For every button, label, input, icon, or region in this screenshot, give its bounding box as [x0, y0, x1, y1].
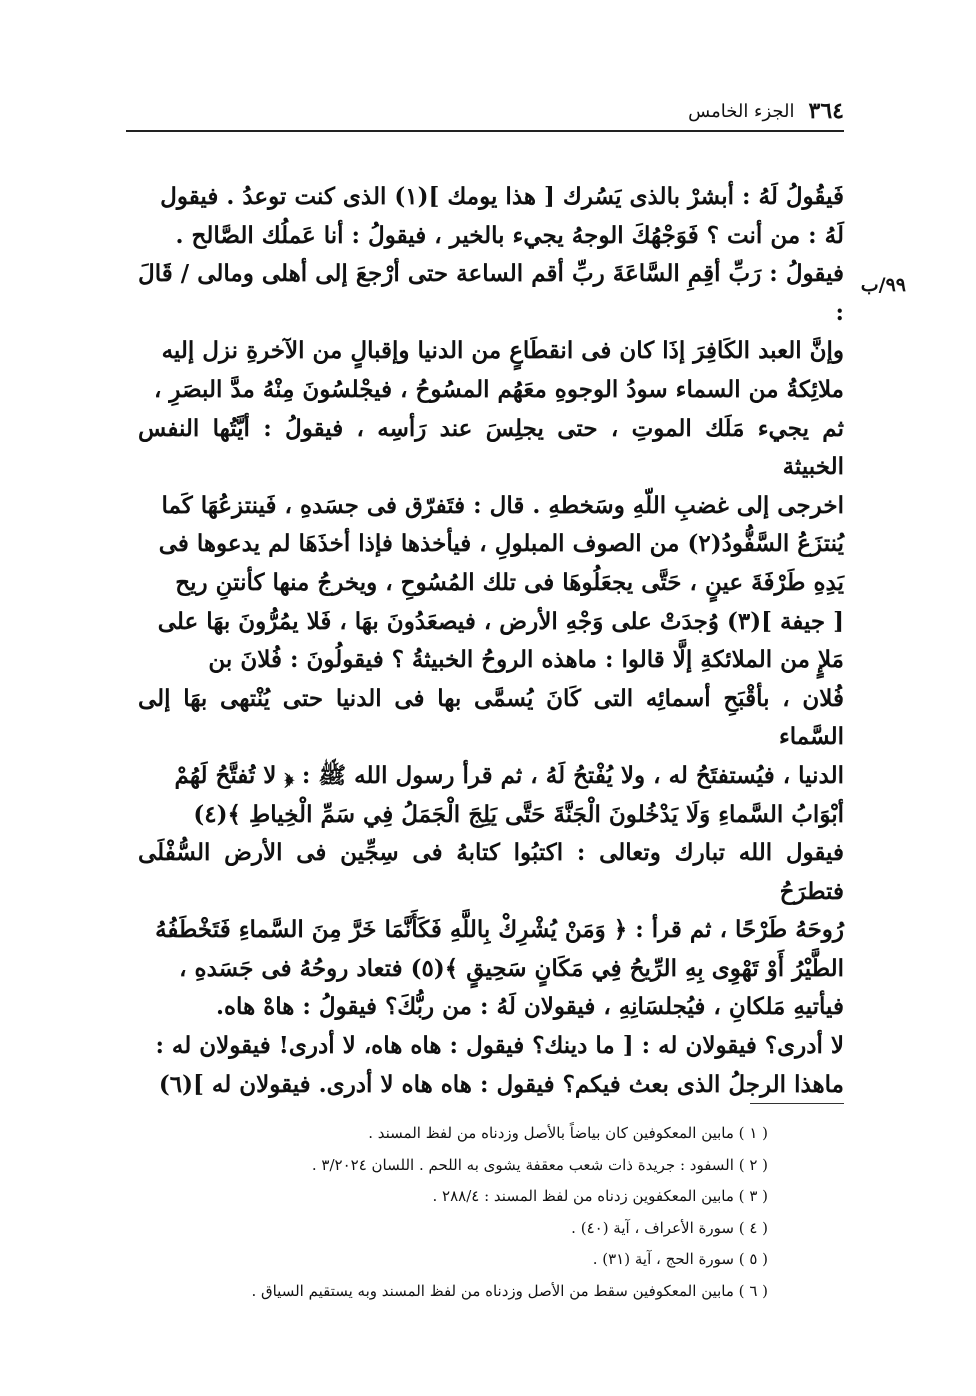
- footnote-item: ( ٣ ) مابين المعكفوين زدناه من لفظ المسند : ٢٨٨/٤ .: [432, 1187, 768, 1205]
- text-line: فيقولُ : رَبِّ أقِمِ السَّاعَةَ ربِّ أقم الساعة حتى أرْجعَ إلى أهلى ومالى / قَالَ :: [138, 260, 844, 326]
- text-line: يُنتزَعُ السَّفُّودُ(٢) من الصوف المبلولِ ، فيأخذها فإذا أخذَهَا لم يدعوها فى: [158, 530, 844, 558]
- text-line: يَدِهِ طَرْفَةَ عينٍ ، حَتَّى يجعَلُوهَا فى تلك المُسُوحِ ، ويخرجُ منها كأنتنِ ريح: [175, 568, 844, 596]
- text-line: الطَّيْرُ أَوْ تَهْوِى بِهِ الرِّيحُ فِي مَكَانٍ سَحِيقٍ ﴾(٥) فتعاد روحُهُ فى جَسَدهِ ،: [179, 954, 844, 982]
- footnote-item: ( ٢ ) السفود : جريدة ذات شعب معقفة يشوى به اللحم . اللسان ٣/٢٠٢٤ .: [311, 1155, 768, 1174]
- footnotes-list: [148, 1118, 768, 1307]
- text-line: مَلإٍ من الملائكةِ إلَّا قالوا : ماهذه الروحُ الخبيثةُ ؟ فيقولُونَ : فُلانَ بن: [208, 646, 844, 674]
- text-line: فُلان ، بأقْبَحِ أسمائِه التى كَانَ يُسمَّى بها فى الدنيا حتى يُنْتهى بهَا إلى السَّماء: [138, 684, 844, 751]
- text-line: فيقول الله تبارك وتعالى : اكتبُوا كتابهُ فى سِجِّين فى الأرض السُّفْلَى فتطرَحُ: [138, 839, 844, 905]
- text-line: فيأتيهِ مَلكانِ ، فيُجلسَانِهِ ، فيقولان لَهُ : من ربُّكَ؟ فيقولُ : هاهْ هاه.: [216, 993, 844, 1021]
- text-line: أبْوَابُ السَّماءِ وَلَا يَدْخُلونَ الْجَنَّةَ حَتَّى يَلِجَ الْجَمَلُ فِي سَمِّ الْخِياطِ ﴾(٤): [193, 800, 844, 828]
- footnote-item: ( ١ ) مابين المعكوفين كان بياضاً بالأصل وزدناه من لفظ المسند .: [368, 1124, 768, 1142]
- text-line: فَيقُولُ لَهُ : أبشرْ بالذى يَسُرك [ هذا يومك ](١) الذى كنت توعدُ . فيقول: [160, 183, 844, 210]
- header-divider: [126, 130, 844, 132]
- text-line: وإنَّ العبد الكَافِرَ إذَا كان فى انقطَاعٍ من الدنيا وإقبالٍ من الآخرةِ نزل إليه: [161, 337, 844, 365]
- text-line: ملائِكةُ من السماء سودُ الوجوهِ معَهُم المسُوحُ ، فيجْلسُونَ مِنْهُ مدَّ البصَرِ ،: [153, 375, 844, 403]
- text-line: ماهذا الرجلُ الذى بعث فيكم؟ فيقول : هاه هاه لا أدرى. فيقولان له ](٦): [158, 1070, 844, 1098]
- text-line: رُوحَهُ طَرْحًا ، ثم قرأ : ﴿ وَمَنْ يُشْرِكْ بِاللَّهِ فَكَأَنَّمَا خَرَّ مِنَ السَّماءِ فَتَخْطَفُهُ: [155, 916, 844, 944]
- text-line: الدنيا ، فيُستفتَحُ له ، ولا يُفْتحُ لَهُ ، ثم قرأ رسول الله ﷺ : ﴿ لا تُفتَّحُ لَهُمْ: [174, 761, 844, 789]
- part-title: الجزء الخامس: [688, 100, 795, 122]
- page-number: ٣٦٤: [808, 98, 844, 124]
- text-line: لَهُ : من أنت ؟ فَوَجْهُكَ الوجهُ يجيء بالخير ، فيقولُ : أنا عَملُك الصَّالح .: [175, 221, 844, 249]
- footnote-item: ( ٤ ) سورة الأعراف ، آية (٤٠) .: [571, 1218, 768, 1237]
- text-line: لا أدرى؟ فيقولان له : [ ما دينك؟ فيقول : هاه هاه، لا أدرى! فيقولان له :: [155, 1032, 844, 1060]
- footnote-item: ( ٥ ) سورة الحج ، آية (٣١) .: [592, 1250, 768, 1268]
- page-header: [154, 94, 844, 128]
- footnote-item: ( ٦ ) مابين المعكوفين سقط من الأصل وزدناه من لفظ المسند وبه يستقيم السياق .: [251, 1281, 768, 1300]
- main-text: [138, 178, 844, 1104]
- text-line: اخرجى إلى غضبِ اللّهِ وسَخطهِ . قال : فتَفرّق فى جسَدهِ ، فَينتزعُهَا كَما: [161, 491, 844, 519]
- text-line: [ جيفة ](٣) وُجدَتْ على وَجْهِ الأرض ، فيصعَدُونَ بهَا ، فَلا يمُرُّونَ بهَا على: [157, 607, 844, 635]
- margin-folio-note: ٩٩/ب: [860, 274, 906, 296]
- text-line: ثم يجيء مَلَك الموتِ ، حتى يجلِسَ عند رَأسِه ، فيقولُ : أيَّتُها النفس الخبيثة: [138, 414, 844, 481]
- footnote-divider: [750, 1103, 844, 1104]
